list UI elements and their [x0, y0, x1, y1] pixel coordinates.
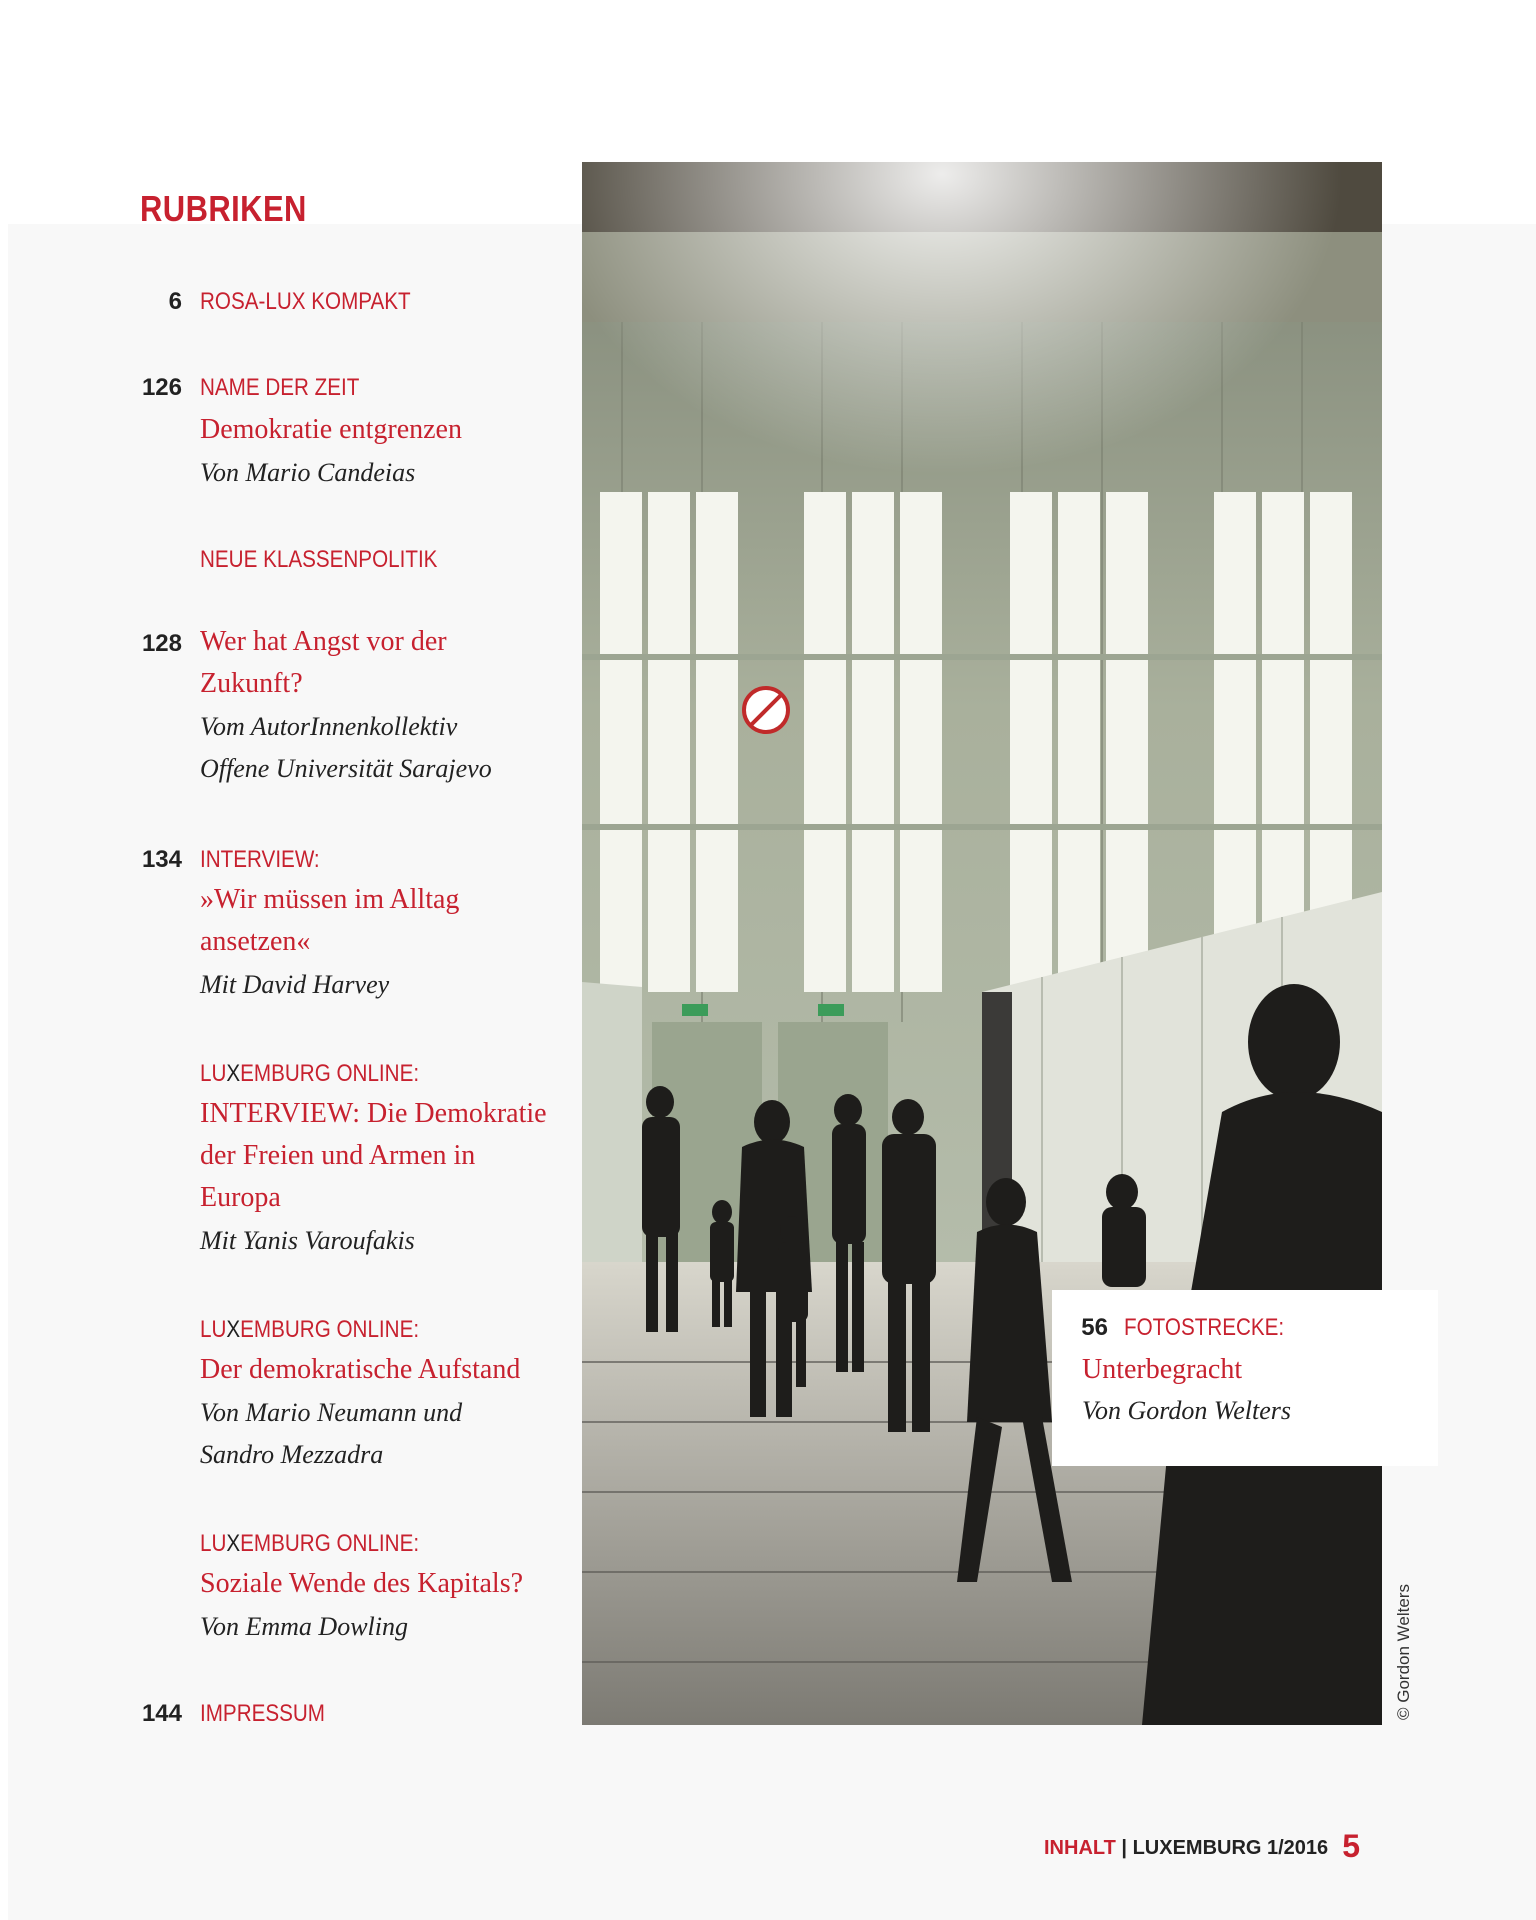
footer-section: INHALT [1044, 1837, 1116, 1859]
footer-magazine: LUXEMBURG 1/2016 [1132, 1837, 1329, 1859]
rubric-label: IMPRESSUM [200, 1700, 326, 1727]
rubric-label: FOTOSTRECKE: [1124, 1314, 1285, 1341]
rubric-label: NEUE KLASSENPOLITIK [200, 546, 438, 573]
article-author: Sandro Mezzadra [200, 1440, 384, 1469]
article-title: Unterbegracht [1082, 1354, 1243, 1385]
page-number: 144 [141, 1700, 182, 1727]
page-number: 134 [141, 846, 182, 873]
page-footer [1044, 1828, 1360, 1865]
article-author: Von Gordon Welters [1082, 1396, 1291, 1425]
article-author: Mit Yanis Varoufakis [200, 1226, 415, 1255]
article-title: ansetzen« [200, 926, 311, 957]
rubric-label: LUXEMBURG ONLINE: [200, 1316, 420, 1343]
article-title: Demokratie entgrenzen [200, 414, 462, 445]
article-title: Der demokratische Aufstand [200, 1354, 521, 1385]
article-author: Vom AutorInnenkollektiv [200, 712, 458, 741]
article-author: Von Emma Dowling [200, 1612, 408, 1641]
page-number: 6 [168, 288, 182, 315]
hangar-photo [582, 162, 1382, 1725]
rubric-label: ROSA-LUX KOMPAKT [200, 288, 411, 315]
footer-separator: | [1115, 1837, 1133, 1859]
article-title: der Freien und Armen in [200, 1140, 476, 1171]
section-heading: RUBRIKEN [140, 188, 307, 229]
page-number: 126 [141, 374, 182, 401]
rubric-label: INTERVIEW: [200, 846, 320, 873]
article-title: Zukunft? [200, 668, 303, 699]
article-author: Mit David Harvey [200, 970, 390, 999]
rubric-label: LUXEMBURG ONLINE: [200, 1060, 420, 1087]
footer-page-number: 5 [1342, 1828, 1360, 1864]
article-author: Von Mario Neumann und [200, 1398, 463, 1427]
rubric-label: NAME DER ZEIT [200, 374, 360, 401]
page-number: 56 [1081, 1314, 1108, 1341]
page-number: 128 [141, 630, 182, 657]
article-title: Europa [200, 1182, 281, 1213]
article-title: Wer hat Angst vor der [200, 626, 447, 657]
article-author: Offene Universität Sarajevo [200, 754, 492, 783]
photo-caption-box[interactable] [1052, 1290, 1438, 1466]
article-title: Soziale Wende des Kapitals? [200, 1568, 524, 1599]
photo-credit: © Gordon Welters [1394, 1584, 1413, 1720]
article-author: Von Mario Candeias [200, 458, 416, 487]
article-title: INTERVIEW: Die Demokratie [200, 1098, 547, 1129]
rubric-label: LUXEMBURG ONLINE: [200, 1530, 420, 1557]
article-title: »Wir müssen im Alltag [200, 884, 460, 915]
